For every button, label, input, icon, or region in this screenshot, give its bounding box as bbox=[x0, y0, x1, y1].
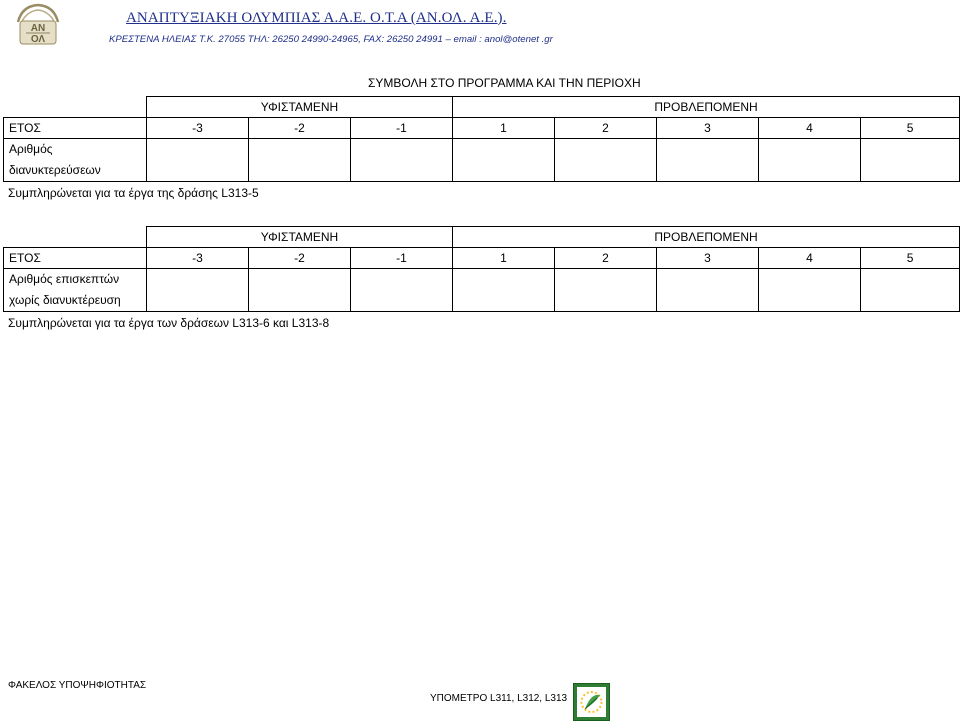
input-cell[interactable] bbox=[759, 269, 861, 312]
section-title: ΣΥΜΒΟΛΗ ΣΤΟ ΠΡΟΓΡΑΜΜΑ ΚΑΙ ΤΗΝ ΠΕΡΙΟΧΗ bbox=[368, 76, 641, 90]
year-cell: 5 bbox=[861, 118, 960, 139]
input-cell[interactable] bbox=[861, 139, 960, 182]
year-cell: 1 bbox=[453, 118, 555, 139]
year-row bbox=[4, 118, 960, 139]
company-logo bbox=[12, 2, 64, 46]
group-header-row bbox=[4, 97, 960, 118]
input-cell[interactable] bbox=[147, 269, 249, 312]
input-cell[interactable] bbox=[249, 139, 351, 182]
group-existing: ΥΦΙΣΤΑΜΕΝΗ bbox=[147, 97, 453, 118]
year-cell: 2 bbox=[555, 118, 657, 139]
group-existing: ΥΦΙΣΤΑΜΕΝΗ bbox=[147, 227, 453, 248]
row-label: Αριθμός διανυκτερεύσεων bbox=[4, 139, 147, 182]
overnight-stays-table bbox=[3, 96, 960, 182]
day-visitors-table bbox=[3, 226, 960, 312]
input-cell[interactable] bbox=[657, 139, 759, 182]
year-cell: 4 bbox=[759, 118, 861, 139]
year-label: ΕΤΟΣ bbox=[4, 118, 147, 139]
data-row bbox=[4, 139, 960, 182]
year-row bbox=[4, 248, 960, 269]
group-planned: ΠΡΟΒΛΕΠΟΜΕΝΗ bbox=[453, 227, 960, 248]
input-cell[interactable] bbox=[453, 269, 555, 312]
row-label: Αριθμός επισκεπτών χωρίς διανυκτέρευση bbox=[4, 269, 147, 312]
input-cell[interactable] bbox=[657, 269, 759, 312]
year-cell: 1 bbox=[453, 248, 555, 269]
input-cell[interactable] bbox=[249, 269, 351, 312]
group-planned: ΠΡΟΒΛΕΠΟΜΕΝΗ bbox=[453, 97, 960, 118]
input-cell[interactable] bbox=[861, 269, 960, 312]
year-cell: -1 bbox=[351, 248, 453, 269]
input-cell[interactable] bbox=[555, 269, 657, 312]
year-cell: 4 bbox=[759, 248, 861, 269]
footer-submeasure-label: ΥΠΟΜΕΤΡΟ L311, L312, L313 bbox=[430, 693, 568, 704]
logo-text-bottom: ΟΛ bbox=[30, 34, 46, 45]
leader-logo bbox=[573, 683, 610, 721]
data-row bbox=[4, 269, 960, 312]
input-cell[interactable] bbox=[453, 139, 555, 182]
year-cell: 2 bbox=[555, 248, 657, 269]
blank-cell bbox=[4, 97, 147, 118]
year-cell: -3 bbox=[147, 118, 249, 139]
input-cell[interactable] bbox=[147, 139, 249, 182]
input-cell[interactable] bbox=[351, 269, 453, 312]
footer-dossier-label: ΦΑΚΕΛΟΣ ΥΠΟΨΗΦΙΟΤΗΤΑΣ bbox=[8, 680, 147, 691]
organization-title: ΑΝΑΠΤΥΞΙΑΚΗ ΟΛΥΜΠΙΑΣ Α.Α.Ε. Ο.Τ.Α (ΑΝ.ΟΛ. Α.Ε.). bbox=[126, 10, 507, 26]
organization-contact: ΚΡΕΣΤΕΝΑ ΗΛΕΙΑΣ Τ.Κ. 27055 ΤΗΛ: 26250 24990-24965, FAX: 26250 24991 – email : anol@otenet .gr bbox=[109, 34, 553, 45]
input-cell[interactable] bbox=[351, 139, 453, 182]
input-cell[interactable] bbox=[555, 139, 657, 182]
table-note: Συμπληρώνεται για τα έργα των δράσεων L313-6 και L313-8 bbox=[8, 316, 330, 330]
year-cell: -2 bbox=[249, 248, 351, 269]
group-header-row bbox=[4, 227, 960, 248]
table-note: Συμπληρώνεται για τα έργα της δράσης L313-5 bbox=[8, 186, 259, 200]
input-cell[interactable] bbox=[759, 139, 861, 182]
year-cell: -1 bbox=[351, 118, 453, 139]
year-cell: 5 bbox=[861, 248, 960, 269]
blank-cell bbox=[4, 227, 147, 248]
year-cell: -2 bbox=[249, 118, 351, 139]
year-cell: -3 bbox=[147, 248, 249, 269]
logo-text-top: ΑΝ bbox=[30, 23, 46, 34]
year-label: ΕΤΟΣ bbox=[4, 248, 147, 269]
year-cell: 3 bbox=[657, 118, 759, 139]
year-cell: 3 bbox=[657, 248, 759, 269]
